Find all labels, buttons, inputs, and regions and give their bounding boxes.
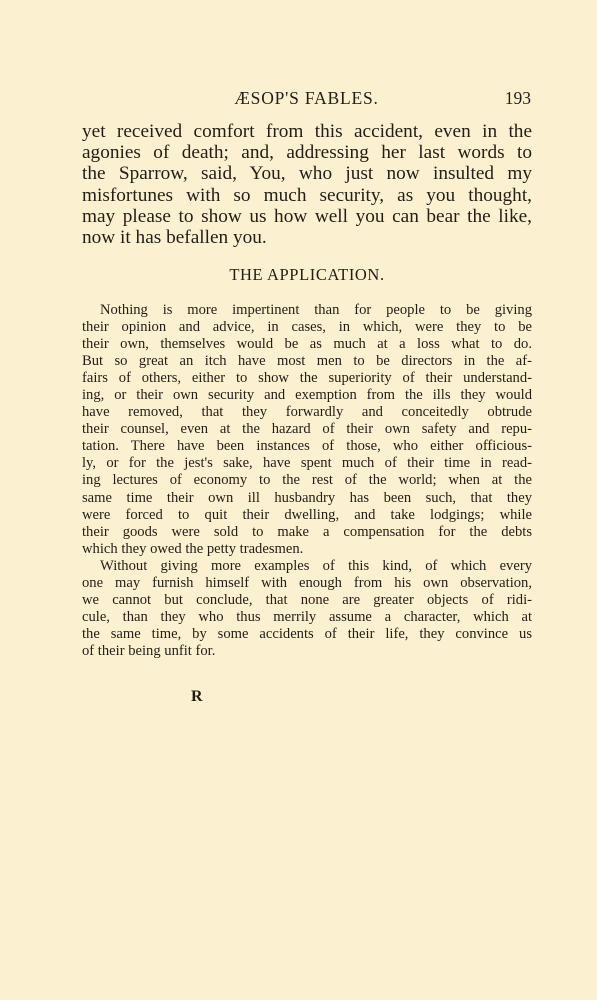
application-line: we cannot but conclude, that none are greater objects of ridi- [82,591,532,608]
application-line: the same time, by some accidents of their life, they convince us [82,625,532,642]
fable-line: misfortunes with so much security, as you thought, [82,184,532,206]
application-line: cule, than they who thus merrily assume a character, which at [82,608,532,625]
fable-line: agonies of death; and, addressing her last words to [82,142,532,164]
application-line: have removed, that they forwardly and conceitedly obtrude [82,404,532,421]
signature-mark: R [191,688,203,705]
application-paragraphs [82,302,532,660]
application-line: their opinion and advice, in cases, in which, were they to be [82,319,532,336]
application-line: which they owed the petty tradesmen. [82,540,304,557]
section-heading: THE APPLICATION. [229,265,385,284]
application-line: tation. There have been instances of those, who either officious- [82,438,532,455]
application-line: their own, themselves would be as much at a loss what to do. [82,336,532,353]
application-line: Nothing is more impertinent than for people to be giving [100,302,532,318]
application-line: one may furnish himself with enough from his own observation, [82,574,532,591]
running-title: ÆSOP'S FABLES. [234,88,379,108]
application-line: their goods were sold to make a compensation for the debts [82,523,532,540]
application-line: same time their own ill husbandry has been such, that they [82,489,532,506]
application-line: But so great an itch have most men to be directors in the af- [82,353,532,370]
fable-line: may please to show us how well you can bear the like, [82,205,532,227]
fable-line: now it has befallen you. [82,227,267,249]
application-line: of their being unfit for. [82,642,216,659]
application-line: were forced to quit their dwelling, and take lodgings; while [82,506,532,523]
running-head [82,88,531,110]
application-line: ing, or their own security and exemption from the ills they would [82,387,532,404]
fable-paragraph [82,121,532,248]
application-line: ly, or for the jest's sake, have spent much of their time in read- [82,455,532,472]
fable-line: yet received comfort from this accident, even in the [82,121,532,142]
application-line: ing lectures of economy to the rest of the world; when at the [82,472,532,489]
application-line: fairs of others, either to show the superiority of their understand- [82,370,532,387]
page-number: 193 [504,88,531,108]
fable-line: the Sparrow, said, You, who just now insulted my [82,163,532,185]
application-line: Without giving more examples of this kind, of which every [100,557,532,574]
application-line: their counsel, even at the hazard of their own safety and repu- [82,421,532,438]
